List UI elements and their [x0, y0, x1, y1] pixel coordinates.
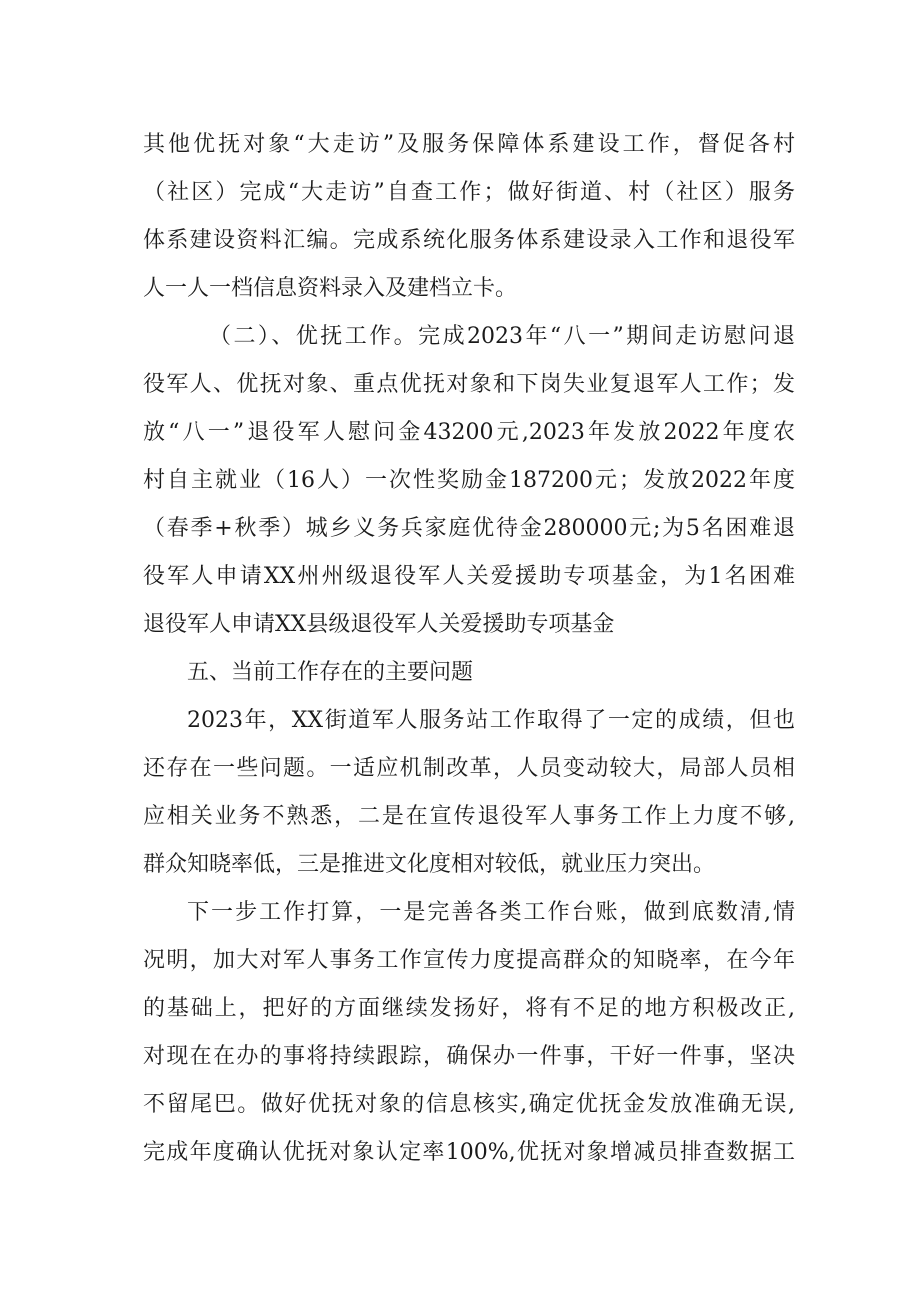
paragraph-line: 体系建设资料汇编。完成系统化服务体系建设录入工作和退役军 — [143, 228, 795, 253]
paragraph-line: 群众知晓率低，三是推进文化度相对较低，就业压力突出。 — [143, 852, 716, 877]
paragraph-line: 其他优抚对象“大走访”及服务保障体系建设工作，督促各村 — [143, 132, 795, 157]
paragraph-line: 退役军人申请XX县级退役军人关爱援助专项基金 — [143, 612, 615, 637]
section-heading: 五、当前工作存在的主要问题 — [187, 660, 474, 685]
paragraph-line: 人一人一档信息资料录入及建档立卡。 — [143, 276, 518, 301]
paragraph-line: 况明，加大对军人事务工作宣传力度提高群众的知晓率，在今年 — [143, 948, 795, 973]
paragraph-line: 役军人、优抚对象、重点优抚对象和下岗失业复退军人工作；发 — [143, 372, 795, 397]
paragraph-line: 还存在一些问题。一适应机制改革，人员变动较大，局部人员相 — [143, 756, 795, 781]
paragraph-line: 应相关业务不熟悉，二是在宣传退役军人事务工作上力度不够, — [143, 804, 795, 829]
paragraph-line: （社区）完成“大走访”自查工作；做好街道、村（社区）服务 — [143, 180, 795, 205]
document-body — [143, 121, 795, 1177]
paragraph-line: 役军人申请XX州州级退役军人关爱援助专项基金，为1名困难 — [143, 564, 795, 589]
paragraph-line: 下一步工作打算，一是完善各类工作台账，做到底数清,情 — [187, 900, 795, 925]
paragraph-line: 完成年度确认优抚对象认定率100%,优抚对象增减员排查数据工 — [143, 1140, 795, 1165]
paragraph-line: 2023年，XX街道军人服务站工作取得了一定的成绩，但也 — [187, 708, 795, 733]
paragraph-line: 村自主就业（16人）一次性奖励金187200元；发放2022年度 — [143, 468, 795, 493]
paragraph-line: 的基础上，把好的方面继续发扬好，将有不足的地方积极改正, — [143, 996, 795, 1021]
paragraph-line: 放“八一”退役军人慰问金43200元,2023年发放2022年度农 — [143, 420, 795, 445]
paragraph-line: （二）、优抚工作。完成2023年“八一”期间走访慰问退 — [209, 324, 795, 349]
paragraph-line: （春季+秋季）城乡义务兵家庭优待金280000元;为5名困难退 — [143, 516, 795, 541]
paragraph-line: 不留尾巴。做好优抚对象的信息核实,确定优抚金发放准确无误, — [143, 1092, 795, 1117]
paragraph-line: 对现在在办的事将持续跟踪，确保办一件事，干好一件事，坚决 — [143, 1044, 795, 1069]
